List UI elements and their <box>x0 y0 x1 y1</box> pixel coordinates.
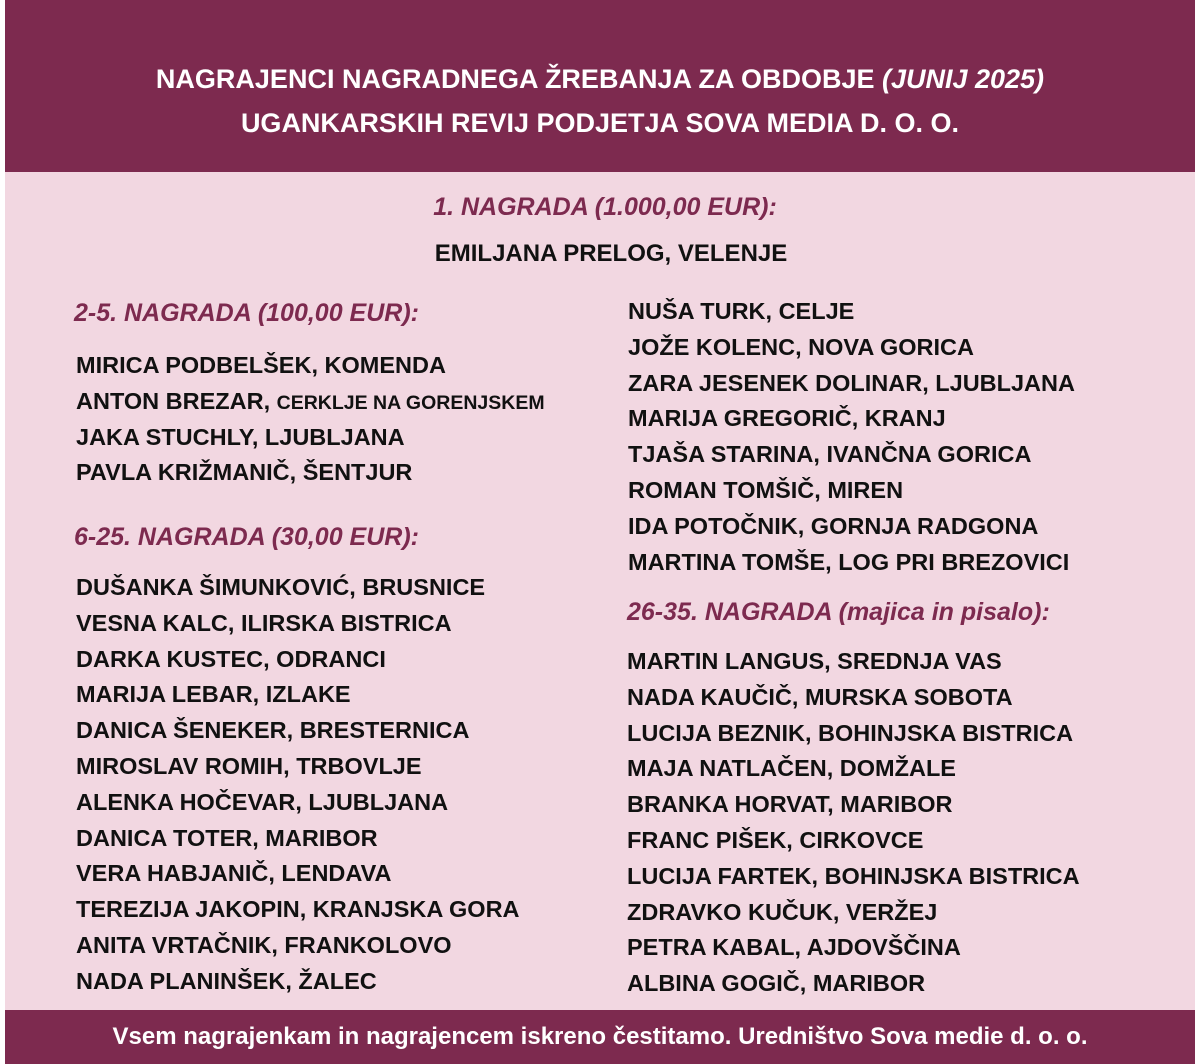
title-period: (JUNIJ 2025) <box>881 64 1045 94</box>
congratulations-footer: Vsem nagrajenkam in nagrajencem iskreno čestitamo. Uredništvo Sova medie d. o. o. <box>5 1010 1195 1064</box>
winner-row: IDA POTOČNIK, GORNJA RADGONA <box>628 512 1039 539</box>
winner-row: JOŽE KOLENC, NOVA GORICA <box>628 333 974 360</box>
winner-row: NUŠA TURK, CELJE <box>628 298 855 324</box>
winner-row: MARTIN LANGUS, SREDNJA VAS <box>627 648 1002 674</box>
winner-row: PAVLA KRIŽMANIČ, ŠENTJUR <box>76 459 413 486</box>
winner-row: PETRA KABAL, AJDOVŠČINA <box>627 934 961 961</box>
title-line-2: UGANKARSKIH REVIJ PODJETJA SOVA MEDIA D. O. O. <box>240 108 960 138</box>
winner-row: BRANKA HORVAT, MARIBOR <box>627 791 953 818</box>
prize-6-25-heading: 6-25. NAGRADA (30,00 EUR): <box>74 523 419 551</box>
winner-row: MARIJA GREGORIČ, KRANJ <box>628 405 946 432</box>
winner-row: MIROSLAV ROMIH, TRBOVLJE <box>76 752 422 779</box>
winner-name: ANTON BREZAR, <box>76 387 277 414</box>
winner-row: DANICA TOTER, MARIBOR <box>76 824 378 851</box>
winner-row: JAKA STUCHLY, LJUBLJANA <box>76 423 405 450</box>
winner-row: VERA HABJANIČ, LENDAVA <box>76 860 392 887</box>
winner-row: MIRICA PODBELŠEK, KOMENDA <box>76 352 446 378</box>
winner-row: LUCIJA BEZNIK, BOHINJSKA BISTRICA <box>627 719 1074 746</box>
winner-row: DANICA ŠENEKER, BRESTERNICA <box>76 717 470 744</box>
title-line-1 <box>5 62 1195 96</box>
title-prefix: NAGRAJENCI NAGRADNEGA ŽREBANJA ZA OBDOBJE <box>155 64 882 94</box>
first-prize-heading: 1. NAGRADA (1.000,00 EUR): <box>433 193 777 221</box>
first-prize-winner: EMILJANA PRELOG, VELENJE <box>434 240 788 267</box>
prize-2-5-list <box>76 350 545 493</box>
prize-6-25-left-list <box>76 572 520 1002</box>
prize-6-25-right-list <box>628 296 1075 582</box>
winner-row: ALBINA GOGIČ, MARIBOR <box>627 970 926 997</box>
winner-place: CERKLJE NA GORENJSKEM <box>276 391 545 414</box>
winner-row: DUŠANKA ŠIMUNKOVIĆ, BRUSNICE <box>76 574 486 600</box>
winner-row: ZDRAVKO KUČUK, VERŽEJ <box>627 898 938 925</box>
winner-row: NADA PLANINŠEK, ŽALEC <box>76 967 377 994</box>
winner-row: ANITA VRTAČNIK, FRANKOLOVO <box>76 931 452 958</box>
winner-row: ALENKA HOČEVAR, LJUBLJANA <box>76 788 449 815</box>
winner-row: DARKA KUSTEC, ODRANCI <box>76 645 386 672</box>
winner-row: MAJA NATLAČEN, DOMŽALE <box>627 755 956 782</box>
winner-row: MARIJA LEBAR, IZLAKE <box>76 681 351 708</box>
title-banner <box>5 0 1195 172</box>
winner-row: LUCIJA FARTEK, BOHINJSKA BISTRICA <box>627 862 1080 889</box>
prize-2-5-heading: 2-5. NAGRADA (100,00 EUR): <box>74 299 419 327</box>
prize-26-35-list <box>627 646 1080 1004</box>
winner-row: NADA KAUČIČ, MURSKA SOBOTA <box>627 683 1013 710</box>
winner-row <box>76 386 545 422</box>
winner-row: FRANC PIŠEK, CIRKOVCE <box>627 826 924 853</box>
winner-row: TEREZIJA JAKOPIN, KRANJSKA GORA <box>76 896 520 923</box>
winner-row: VESNA KALC, ILIRSKA BISTRICA <box>76 609 452 636</box>
winner-row: MARTINA TOMŠE, LOG PRI BREZOVICI <box>628 548 1070 575</box>
prize-26-35-heading: 26-35. NAGRADA (majica in pisalo): <box>627 598 1050 626</box>
winner-row: TJAŠA STARINA, IVANČNA GORICA <box>628 441 1032 468</box>
winner-row: ROMAN TOMŠIČ, MIREN <box>628 476 904 503</box>
winner-row: ZARA JESENEK DOLINAR, LJUBLJANA <box>628 369 1075 396</box>
